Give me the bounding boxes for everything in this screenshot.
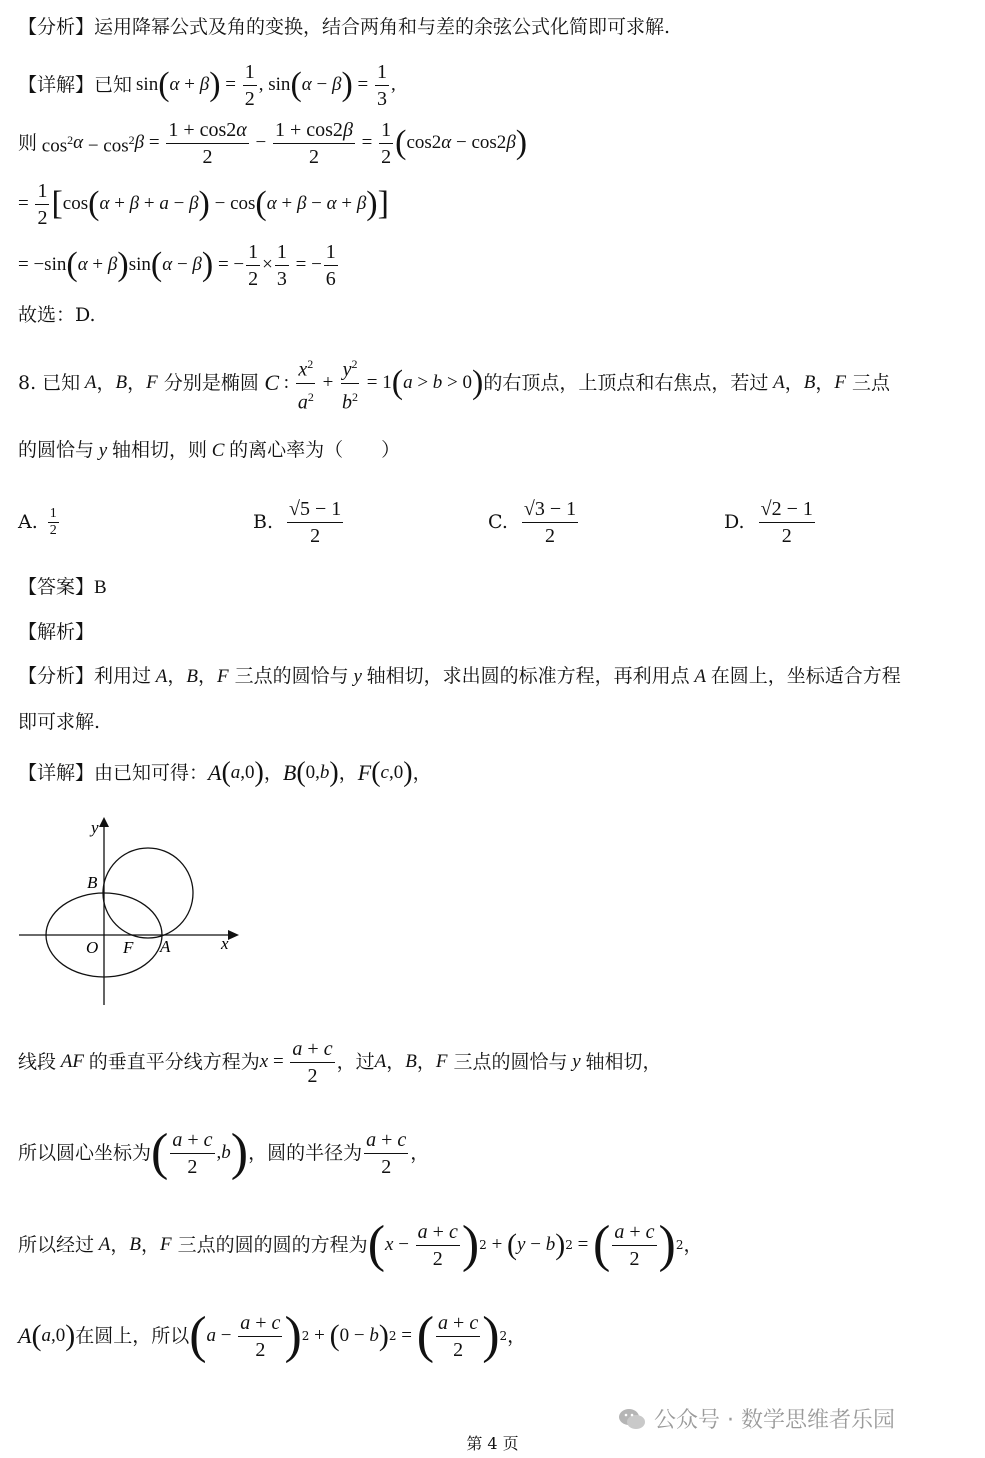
watermark (618, 1403, 895, 1434)
detail-line-2: 则 $\cos^2$ α − $\cos^2$ β = $\frac{1 + \cos 2\alpha}{2}$ − $\frac{1 + \cos 2\beta}{2}$ = $\frac{1}{2}$ ( cos2 α − cos2 β ) (18, 118, 528, 168)
answer-value: B (94, 577, 107, 598)
answer-line (18, 575, 107, 600)
ze-text: 则 (18, 132, 38, 154)
fraction: $\frac{1}{3}$ (376, 60, 387, 110)
option-label: D. (724, 511, 745, 533)
detail-text: 在圆上，所以 (75, 1325, 190, 1347)
analysis-text: 【分析】利用过 (18, 665, 152, 687)
option-denominator: 2 (545, 524, 556, 547)
conclusion-text: 故选：D. (18, 304, 96, 326)
option-numerator: √2 − 1 (759, 496, 815, 523)
explain-label: 【解析】 (18, 621, 95, 643)
wechat-icon (618, 1407, 646, 1431)
point-a-label: A (160, 937, 171, 956)
analysis-text: 【分析】运用降幂公式及角的变换，结合两角和与差的余弦公式化简即可求解. (18, 16, 671, 38)
page-footer: 第 4 页 (466, 1434, 519, 1453)
analysis-text: 在圆上，坐标适合方程 (710, 665, 901, 687)
detail-line-3: = $\frac{1}{2}$ [ cos ( α + β + a − β ) − cos ( α + β − α + β ) ] (18, 179, 389, 229)
point-f-label: F (123, 938, 134, 957)
stem-text: 三点 (852, 372, 891, 394)
option-numerator: √5 − 1 (287, 496, 343, 523)
option-denominator: 2 (310, 524, 321, 547)
y-label: y (91, 818, 99, 837)
option-numerator: 1 (49, 505, 57, 521)
detail-text: 轴相切， (585, 1051, 662, 1073)
detail-8-circle-eq: 所以经过 A ， B ， F 三点的圆的圆的方程为 ( x − $\frac{a + c}{2}$ ) 2 + ( y − b ) 2 = ( $\frac{a + c}{2}$ ) 2 ， (18, 1216, 703, 1273)
detail-8-perp-bisector: 线段 AF 的垂直平分线方程为 x = $\frac{a + c}{2}$ ，过 A ， B ， F 三点的圆恰与 y 轴相切， (18, 1037, 662, 1087)
point-b-label: B (87, 873, 98, 892)
stem-text: 轴相切，则 (111, 439, 207, 461)
detail-text: 三点的圆的圆的方程为 (177, 1234, 368, 1256)
detail-text: ，圆的半径为 (248, 1142, 363, 1164)
detail-text: 三点的圆恰与 (453, 1051, 568, 1073)
option-numerator: √3 − 1 (522, 496, 578, 523)
stem-text: 的右顶点，上顶点和右焦点，若过 (483, 372, 769, 394)
tangent-circle (103, 848, 193, 938)
answer-label: 【答案】 (18, 576, 95, 598)
detail-8-substitute: A ( a ,0 ) 在圆上，所以 ( a − $\frac{a + c}{2}$ ) 2 + ( 0 − b ) 2 = ( $\frac{a + c}{2}$ ) 2 ， (18, 1307, 527, 1364)
detail-line-1: 【详解】已知 sin ( α + β ) = $\frac{1}{2}$ , sin ( α − β ) = $\frac{1}{3}$ , (18, 60, 396, 110)
detail-8-center: 所以圆心坐标为 ( $\frac{a + c}{2}$ , b ) ，圆的半径为 $\frac{a + c}{2}$ ， (18, 1124, 430, 1181)
analysis-text: 轴相切，求出圆的标准方程，再利用点 (366, 665, 690, 687)
question-8-stem: 8. 已知 A ， B ， F 分别是椭圆 C : $\frac{x^2}{a^2}$ + $\frac{y^2}{b^2}$ = 1 ( a > b > 0 ) 的右顶点，上顶点和右焦点，若过 A ， B ， F 三点 (18, 355, 890, 411)
x-label: x (221, 934, 229, 953)
detail-text: 的垂直平分线方程为 (88, 1051, 260, 1073)
stem-text: 的离心率为（ ） (229, 439, 401, 461)
option-label: A. (18, 511, 38, 533)
fraction: $\frac{1}{2}$ (244, 60, 255, 110)
detail-label: 【详解】由已知可得： (18, 762, 209, 784)
detail-text: ，过 (336, 1051, 375, 1073)
analysis-8-line1: 【分析】利用过 A，B，F 三点的圆恰与 y 轴相切，求出圆的标准方程，再利用点 A 在圆上，坐标适合方程 (18, 665, 901, 687)
option-d[interactable] (724, 494, 817, 550)
detail-text: 所以经过 (18, 1234, 95, 1256)
option-label: C. (488, 511, 508, 533)
analysis-text: 三点的圆恰与 (234, 665, 349, 687)
watermark-text: 公众号 · 数学思维者乐园 (654, 1408, 895, 1433)
detail-label: 【详解】已知 (18, 74, 133, 96)
detail-text: 线段 (18, 1051, 57, 1073)
stem-text: 的圆恰与 (18, 439, 95, 461)
detail-line-4: = −sin ( α + β ) sin ( α − β ) = − $\frac{1}{2}$ × $\frac{1}{3}$ = − $\frac{1}{6}$ (18, 240, 336, 290)
option-denominator: 2 (781, 524, 792, 547)
option-a[interactable] (18, 494, 61, 550)
option-b[interactable] (253, 494, 345, 550)
detail-8-line: 【详解】由已知可得： A ( a ,0 ) ， B ( 0, b ) ， F ( c ,0 ) ， (18, 757, 432, 788)
analysis-8-line2: 即可求解. (18, 711, 101, 733)
option-c[interactable] (488, 494, 580, 550)
question-8-stem-line2: 的圆恰与 y 轴相切，则 C 的离心率为（ ） (18, 439, 401, 461)
x-axis-arrow (228, 930, 239, 940)
option-label: B. (253, 511, 274, 533)
detail-text: 所以圆心坐标为 (18, 1142, 152, 1164)
option-denominator: 2 (49, 522, 57, 538)
origin-label: O (86, 938, 99, 957)
stem-text: 分别是椭圆 (163, 372, 259, 394)
y-axis-arrow (99, 817, 109, 827)
stem-text: 8. 已知 (18, 372, 81, 394)
ellipse-circle-figure (15, 815, 240, 1010)
